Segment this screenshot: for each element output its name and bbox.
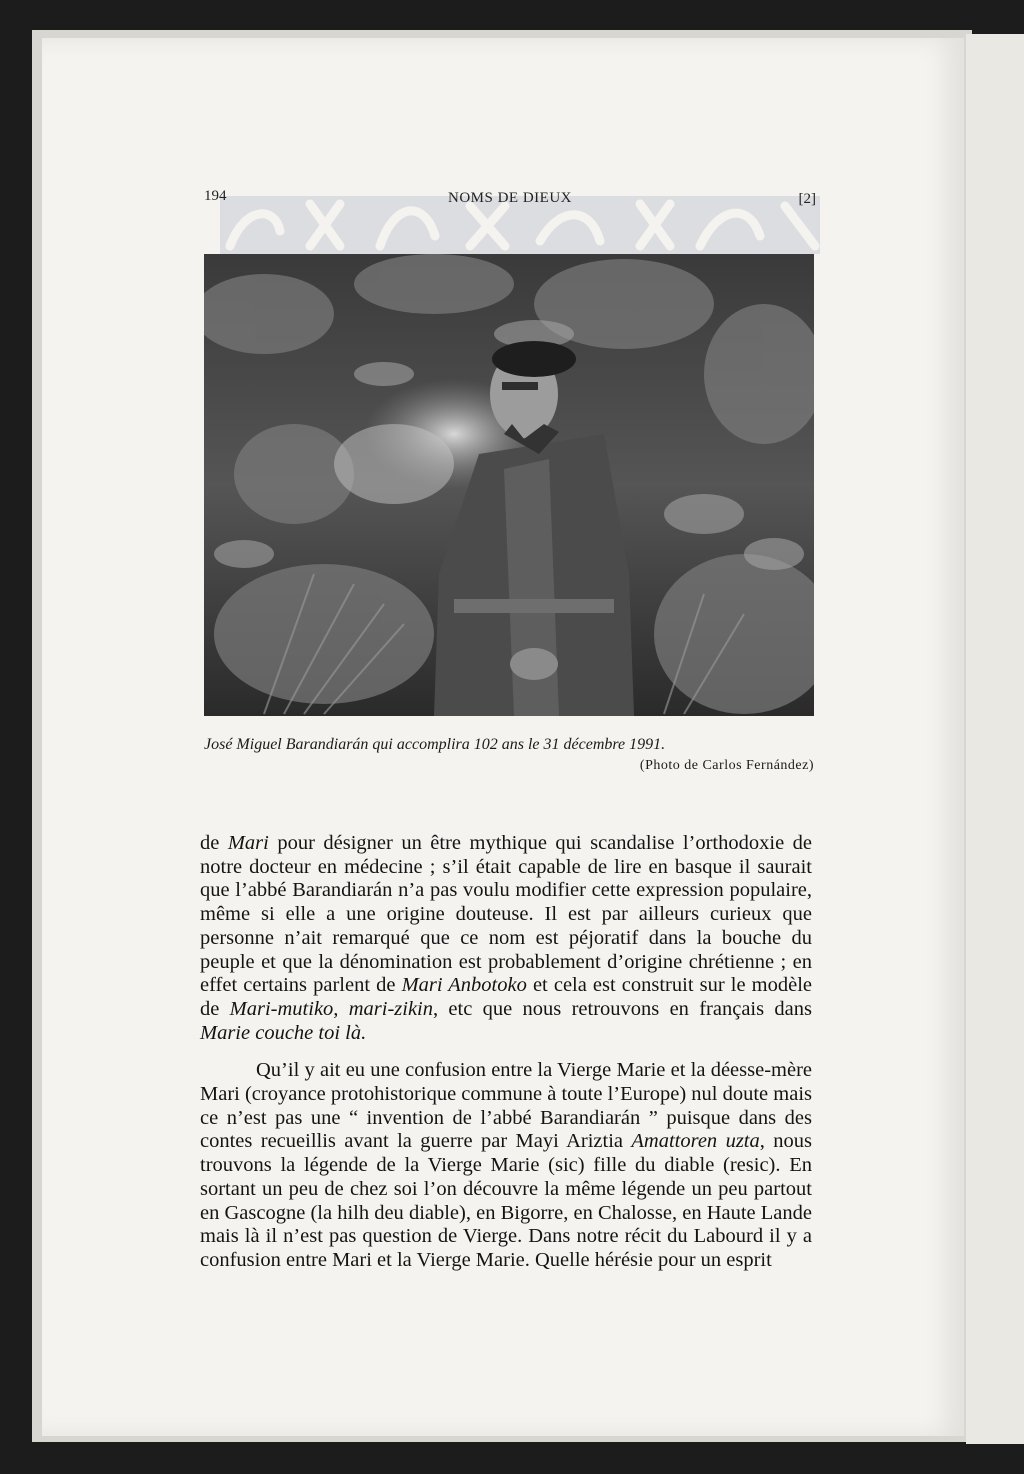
italic-term: Mari Anbotoko — [401, 974, 527, 997]
italic-term: Marie couche toi là. — [200, 1021, 367, 1044]
text-run: , etc que nous retrouvons en français dans — [433, 997, 812, 1020]
part-label: [2] — [798, 191, 816, 207]
italic-term: Mari-mutiko, mari-zikin — [229, 997, 433, 1020]
text-run: Qu’il y ait eu une confusion entre la Vierge Marie et la déesse-mère Mari (croyance protohistorique commune à toute l’Europe) nul doute mais ce n’est pas une “ invention de l’abbé Barandiarán ” puisque dans des contes recueillis avant la guerre par Mayi Ariztia — [200, 1059, 812, 1153]
text-run: de — [200, 832, 228, 854]
facing-page-edge — [966, 34, 1024, 1444]
italic-term: Amattoren uzta — [631, 1130, 760, 1153]
running-header — [204, 188, 816, 214]
text-run: et cela est construit sur le modèle de — [200, 974, 812, 1020]
running-title: NOMS DE DIEUX — [448, 190, 572, 206]
photo-credit: (Photo de Carlos Fernández) — [639, 758, 814, 773]
paragraph-2 — [200, 1059, 812, 1272]
italic-term: Mari — [227, 832, 269, 854]
page-number: 194 — [204, 188, 227, 204]
portrait-photograph — [204, 254, 814, 716]
figure-caption — [204, 736, 814, 774]
body-text — [200, 832, 812, 1273]
text-run: pour désigner un être mythique qui scandalise l’orthodoxie de notre docteur en médecine ; s’il était capable de lire en basque il saurait que l’abbé Barandiarán n’a pas voulu modifier cette expression populaire, même si elle a une origine douteuse. Il est par ailleurs curieux que personne n’ait remarqué que ce nom est péjoratif dans la bouche du peuple et que la dénomination est probablement d’origine chrétienne ; en effet certains parlent de — [200, 832, 812, 997]
text-run: , nous trouvons la légende de la Vierge Marie (sic) fille du diable (resic). En sortant un peu de chez soi l’on découvre la même légende un peu partout en Gascogne (la hilh deu diable), en Bigorre, en Chalosse, en Haute Lande mais là il n’est pas question de Vierge. Dans notre récit du Labourd il y a confusion entre Mari et la Vierge Marie. Quelle hérésie pour un esprit — [200, 1130, 812, 1271]
caption-text: José Miguel Barandiarán qui accomplira 102 ans le 31 décembre 1991. — [204, 736, 666, 753]
paragraph-1 — [200, 832, 812, 1045]
